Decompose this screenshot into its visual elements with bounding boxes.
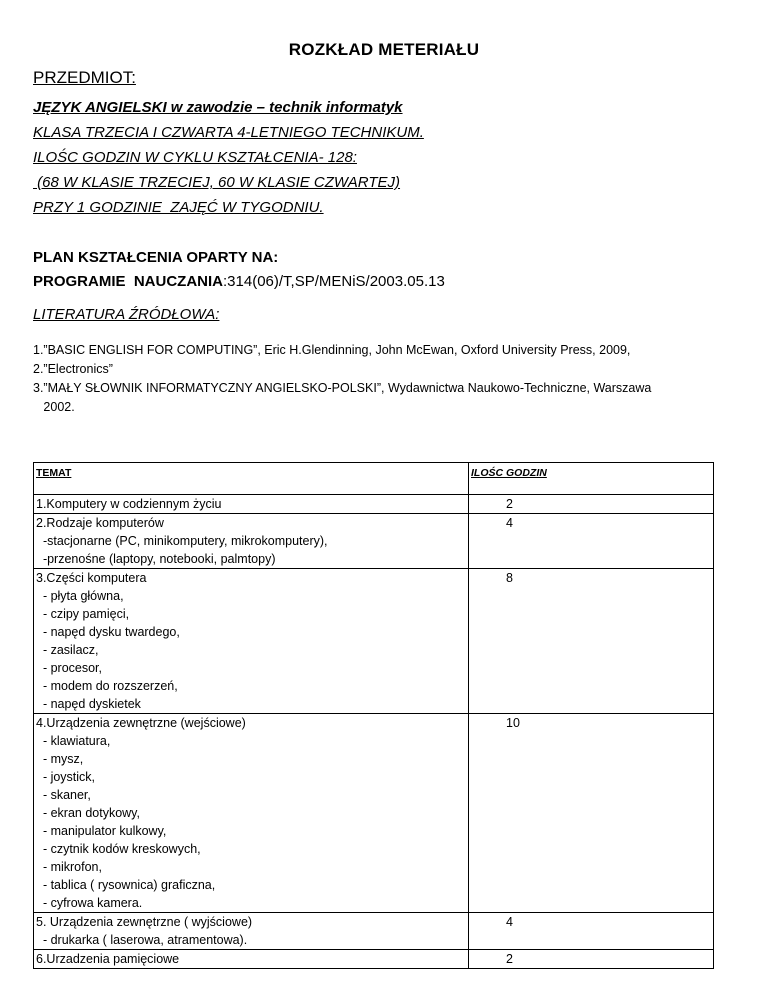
topic-line: - drukarka ( laserowa, atramentowa). bbox=[36, 933, 248, 947]
topic-cell bbox=[34, 950, 469, 969]
topic-line: - cyfrowa kamera. bbox=[36, 896, 143, 910]
topic-cell bbox=[34, 913, 469, 950]
table-header-row bbox=[34, 463, 714, 495]
topic-line: - napęd dysku twardego, bbox=[36, 625, 180, 639]
topic-line: - skaner, bbox=[36, 788, 91, 802]
info-line-split: (68 W KLASIE TRZECIEJ, 60 W KLASIE CZWARTEJ) bbox=[33, 174, 401, 191]
topic-cell bbox=[34, 495, 469, 514]
topic-cell bbox=[34, 569, 469, 714]
topic-cell bbox=[34, 514, 469, 569]
plan-heading: PLAN KSZTAŁCENIA OPARTY NA: bbox=[33, 249, 279, 266]
plan-program bbox=[33, 273, 445, 290]
hours-cell: 2 bbox=[469, 950, 714, 969]
table-row bbox=[34, 495, 714, 514]
table-row bbox=[34, 514, 714, 569]
header-cell-topic bbox=[34, 463, 469, 495]
topic-line: - mysz, bbox=[36, 752, 84, 766]
topic-line: 4.Urządzenia zewnętrzne (wejściowe) bbox=[36, 716, 246, 730]
topic-line: 6.Urzadzenia pamięciowe bbox=[36, 952, 180, 966]
topic-line: 5. Urządzenia zewnętrzne ( wyjściowe) bbox=[36, 915, 253, 929]
info-line-hours: ILOŚC GODZIN W CYKLU KSZTAŁCENIA- 128: bbox=[33, 149, 357, 166]
literature-item: 2002. bbox=[33, 400, 75, 414]
topic-line: 2.Rodzaje komputerów bbox=[36, 516, 164, 530]
info-line-weekly: PRZY 1 GODZINIE ZAJĘĆ W TYGODNIU. bbox=[33, 199, 324, 216]
header-cell-hours bbox=[469, 463, 714, 495]
topic-line: 1.Komputery w codziennym życiu bbox=[36, 497, 222, 511]
topic-line: - zasilacz, bbox=[36, 643, 99, 657]
table-row bbox=[34, 913, 714, 950]
literature-item: 2.”Electronics” bbox=[33, 362, 113, 376]
hours-cell: 10 bbox=[469, 714, 714, 913]
topic-line: -stacjonarne (PC, minikomputery, mikrokomputery), bbox=[36, 534, 328, 548]
topic-line: - płyta główna, bbox=[36, 589, 124, 603]
info-line-class: KLASA TRZECIA I CZWARTA 4-LETNIEGO TECHNIKUM. bbox=[33, 124, 424, 141]
topic-line: - czytnik kodów kreskowych, bbox=[36, 842, 201, 856]
table-row bbox=[34, 950, 714, 969]
topic-line: - ekran dotykowy, bbox=[36, 806, 140, 820]
subject-label: PRZEDMIOT: bbox=[33, 68, 136, 87]
header-topic: TEMAT bbox=[36, 467, 72, 479]
header-hours: ILOŚC GODZIN bbox=[471, 467, 547, 479]
plan-program-code: :314(06)/T,SP/MENiS/2003.05.13 bbox=[223, 273, 445, 290]
topic-line: - tablica ( rysownica) graficzna, bbox=[36, 878, 216, 892]
hours-cell: 4 bbox=[469, 913, 714, 950]
hours-cell: 4 bbox=[469, 514, 714, 569]
topic-line: - czipy pamięci, bbox=[36, 607, 130, 621]
course-name: JĘZYK ANGIELSKI w zawodzie – technik informatyk bbox=[33, 99, 403, 116]
literature-label: LITERATURA ŹRÓDŁOWA: bbox=[33, 306, 220, 323]
topics-table bbox=[33, 462, 714, 969]
literature-item: 3.”MAŁY SŁOWNIK INFORMATYCZNY ANGIELSKO-POLSKI”, Wydawnictwa Naukowo-Techniczne, Warszawa bbox=[33, 381, 652, 395]
table-body bbox=[34, 495, 714, 969]
literature-item: 1.”BASIC ENGLISH FOR COMPUTING”, Eric H.Glendinning, John McEwan, Oxford University Press, 2009, bbox=[33, 343, 631, 357]
topic-line: - napęd dyskietek bbox=[36, 697, 141, 711]
topic-line: -przenośne (laptopy, notebooki, palmtopy) bbox=[36, 552, 276, 566]
hours-cell: 8 bbox=[469, 569, 714, 714]
topic-line: - joystick, bbox=[36, 770, 96, 784]
table-row bbox=[34, 569, 714, 714]
topic-line: - klawiatura, bbox=[36, 734, 111, 748]
topic-line: - procesor, bbox=[36, 661, 102, 675]
topic-line: 3.Części komputera bbox=[36, 571, 147, 585]
document-title: ROZKŁAD METERIAŁU bbox=[288, 40, 480, 59]
topic-cell bbox=[34, 714, 469, 913]
topic-line: - mikrofon, bbox=[36, 860, 102, 874]
topic-line: - manipulator kulkowy, bbox=[36, 824, 167, 838]
plan-program-label: PROGRAMIE NAUCZANIA bbox=[33, 273, 223, 290]
hours-cell: 2 bbox=[469, 495, 714, 514]
topic-line: - modem do rozszerzeń, bbox=[36, 679, 178, 693]
table-row bbox=[34, 714, 714, 913]
